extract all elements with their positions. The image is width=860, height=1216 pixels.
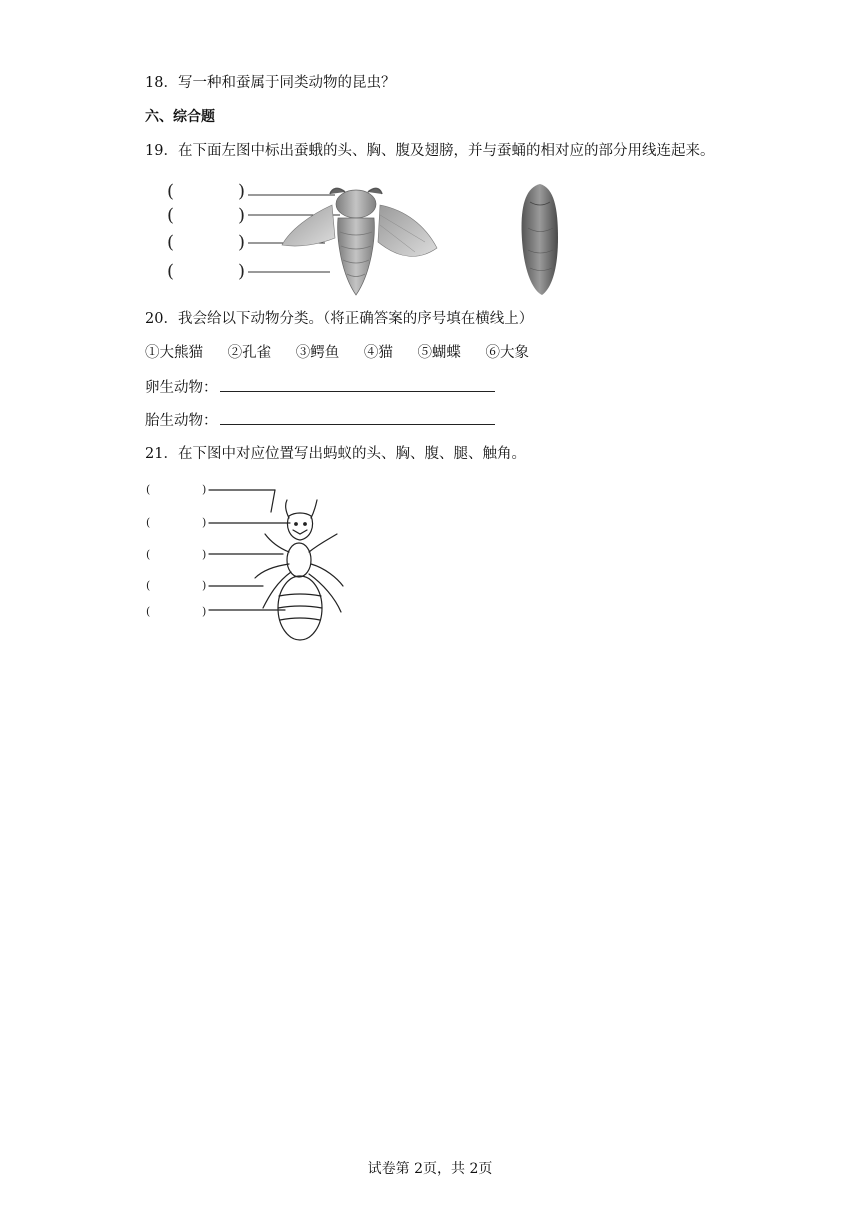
option-4: ④猫 bbox=[363, 345, 393, 361]
q21-bracket-close-5: ) bbox=[202, 605, 207, 618]
page-footer: 试卷第 2页，共 2页 bbox=[367, 1161, 493, 1177]
q19-bracket-open-4: ( bbox=[167, 261, 175, 282]
q21-bracket-open-4: ( bbox=[146, 579, 151, 592]
oviparous-row bbox=[145, 377, 495, 398]
viviparous-answer-blank[interactable] bbox=[220, 410, 495, 425]
viviparous-label: 胎生动物： bbox=[145, 413, 218, 429]
option-5: ⑤蝴蝶 bbox=[417, 345, 461, 361]
q21-bracket-close-3: ) bbox=[202, 548, 207, 561]
animal-options bbox=[145, 343, 549, 363]
option-3: ③鳄鱼 bbox=[295, 345, 340, 361]
question-19: 19．在下面左图中标出蚕蛾的头、胸、腹及翅膀，并与蚕蛹的相对应的部分用线连起来。 bbox=[145, 143, 715, 159]
q19-bracket-close-4: ) bbox=[238, 261, 246, 282]
q19-bracket-close-2: ) bbox=[238, 205, 246, 226]
ant-drawing bbox=[205, 478, 365, 648]
q19-bracket-open-1: ( bbox=[167, 181, 175, 202]
q21-bracket-open-3: ( bbox=[146, 548, 151, 561]
q21-bracket-open-1: ( bbox=[146, 483, 151, 496]
q21-bracket-close-2: ) bbox=[202, 516, 207, 529]
q21-bracket-open-2: ( bbox=[146, 516, 151, 529]
section-title: 六、综合题 bbox=[145, 109, 215, 125]
question-21: 21．在下图中对应位置写出蚂蚁的头、胸、腹、腿、触角。 bbox=[145, 446, 526, 462]
q21-bracket-close-4: ) bbox=[202, 579, 207, 592]
q19-bracket-open-2: ( bbox=[167, 205, 175, 226]
oviparous-answer-blank[interactable] bbox=[220, 377, 495, 392]
q19-bracket-close-3: ) bbox=[238, 232, 246, 253]
silk-moth-image bbox=[240, 180, 540, 300]
oviparous-label: 卵生动物： bbox=[145, 380, 218, 396]
option-6: ⑥大象 bbox=[485, 345, 530, 361]
option-2: ②孔雀 bbox=[227, 345, 272, 361]
q19-bracket-open-3: ( bbox=[167, 232, 175, 253]
q21-bracket-close-1: ) bbox=[202, 483, 207, 496]
question-18: 18．写一种和蚕属于同类动物的昆虫？ bbox=[145, 75, 396, 91]
q21-bracket-open-5: ( bbox=[146, 605, 151, 618]
q19-bracket-close-1: ) bbox=[238, 181, 246, 202]
question-20: 20．我会给以下动物分类。（将正确答案的序号填在横线上） bbox=[145, 311, 534, 327]
silkworm-pupa-image bbox=[510, 180, 570, 300]
option-1: ①大熊猫 bbox=[145, 345, 203, 361]
viviparous-row bbox=[145, 410, 495, 431]
